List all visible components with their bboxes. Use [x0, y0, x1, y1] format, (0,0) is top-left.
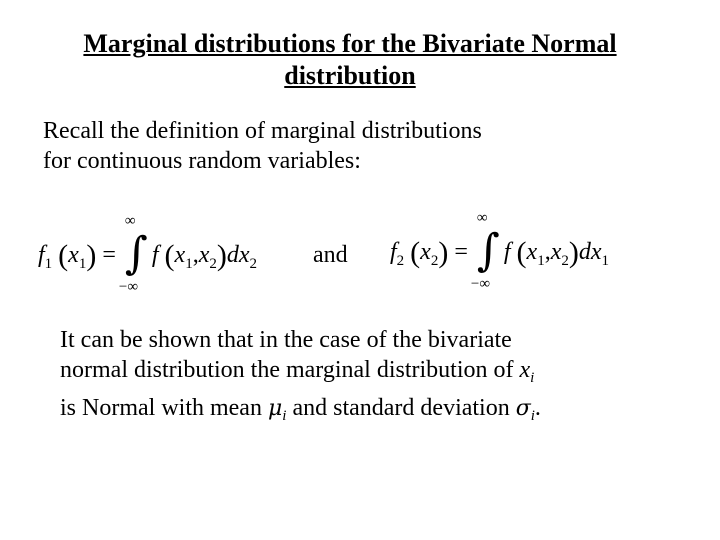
f1-integrand-close: ): [216, 239, 227, 272]
f2-arg: x: [420, 239, 431, 265]
f2-arg-sub: 2: [430, 253, 439, 269]
f1-differential: dx: [226, 242, 250, 268]
conclusion-line-3: [60, 393, 700, 431]
conclusion-line-3-text-b: and standard deviation: [286, 395, 516, 421]
f2-differential: dx: [578, 239, 602, 265]
f1-var-a: x: [174, 242, 186, 268]
conclusion-line-2: [60, 355, 700, 393]
f2-var-b: x: [550, 239, 562, 265]
mu-symbol: μ: [267, 396, 283, 421]
integral-sign-icon: ∫: [124, 228, 148, 280]
f1-differential-sub: 2: [249, 256, 258, 272]
f1-var-a-sub: 1: [185, 256, 193, 272]
slide-title: [0, 28, 700, 92]
f2-upper-limit: ∞: [476, 210, 488, 227]
sigma-symbol: σ: [515, 396, 531, 421]
f1-equals: =: [102, 242, 116, 268]
conclusion-line-1: It can be shown that in the case of the bivariate: [60, 327, 512, 353]
f1-close-paren: ): [86, 239, 97, 272]
f2-var-b-sub: 2: [561, 253, 569, 269]
f1-func: f: [38, 242, 45, 268]
marginal-formula-1: [38, 213, 258, 296]
f1-integrand-open: (: [164, 239, 175, 272]
f2-var-a: x: [526, 239, 538, 265]
mu-sub: i: [282, 408, 287, 424]
f1-var-b: x: [198, 242, 210, 268]
f1-integrand-func: f: [151, 242, 159, 268]
f2-integrand-close: ): [568, 236, 579, 269]
f1-func-sub: 1: [44, 256, 53, 272]
f1-integral: [118, 213, 148, 296]
f2-func: f: [390, 239, 397, 265]
f2-var-a-sub: 1: [537, 253, 545, 269]
sigma-sub: i: [530, 408, 535, 424]
f1-open-paren: (: [58, 239, 69, 272]
title-line-1: Marginal distributions for the Bivariate Normal: [83, 29, 617, 58]
and-connector: and: [313, 242, 348, 268]
f1-upper-limit: ∞: [124, 213, 136, 230]
f2-comma: ,: [544, 239, 551, 265]
intro-line-2: for continuous random variables:: [43, 148, 361, 174]
f2-integral: [470, 210, 500, 293]
f2-differential-sub: 1: [601, 253, 610, 269]
conclusion-text: [60, 325, 700, 431]
f2-lower-limit: −∞: [470, 276, 491, 293]
f1-arg-sub: 1: [78, 256, 87, 272]
integral-sign-icon: ∫: [476, 225, 500, 277]
f1-lower-limit: −∞: [118, 279, 139, 296]
f2-close-paren: ): [438, 236, 449, 269]
intro-text: [43, 116, 683, 176]
f2-func-sub: 2: [396, 253, 405, 269]
title-line-2: distribution: [284, 61, 416, 90]
intro-line-1: Recall the definition of marginal distributions: [43, 118, 482, 144]
conclusion-line-2-text: normal distribution the marginal distribution of: [60, 357, 520, 383]
conclusion-period: .: [534, 395, 541, 421]
conclusion-line-3-text-a: is Normal with mean: [60, 395, 268, 421]
f2-integrand-open: (: [516, 236, 527, 269]
f1-comma: ,: [192, 242, 199, 268]
marginal-formula-2: [390, 210, 610, 293]
f2-equals: =: [454, 239, 468, 265]
conclusion-var-x: x: [519, 357, 531, 383]
f2-integrand-func: f: [503, 239, 511, 265]
conclusion-var-x-sub: i: [530, 370, 535, 386]
f2-open-paren: (: [410, 236, 421, 269]
f1-arg: x: [68, 242, 79, 268]
f1-var-b-sub: 2: [209, 256, 217, 272]
